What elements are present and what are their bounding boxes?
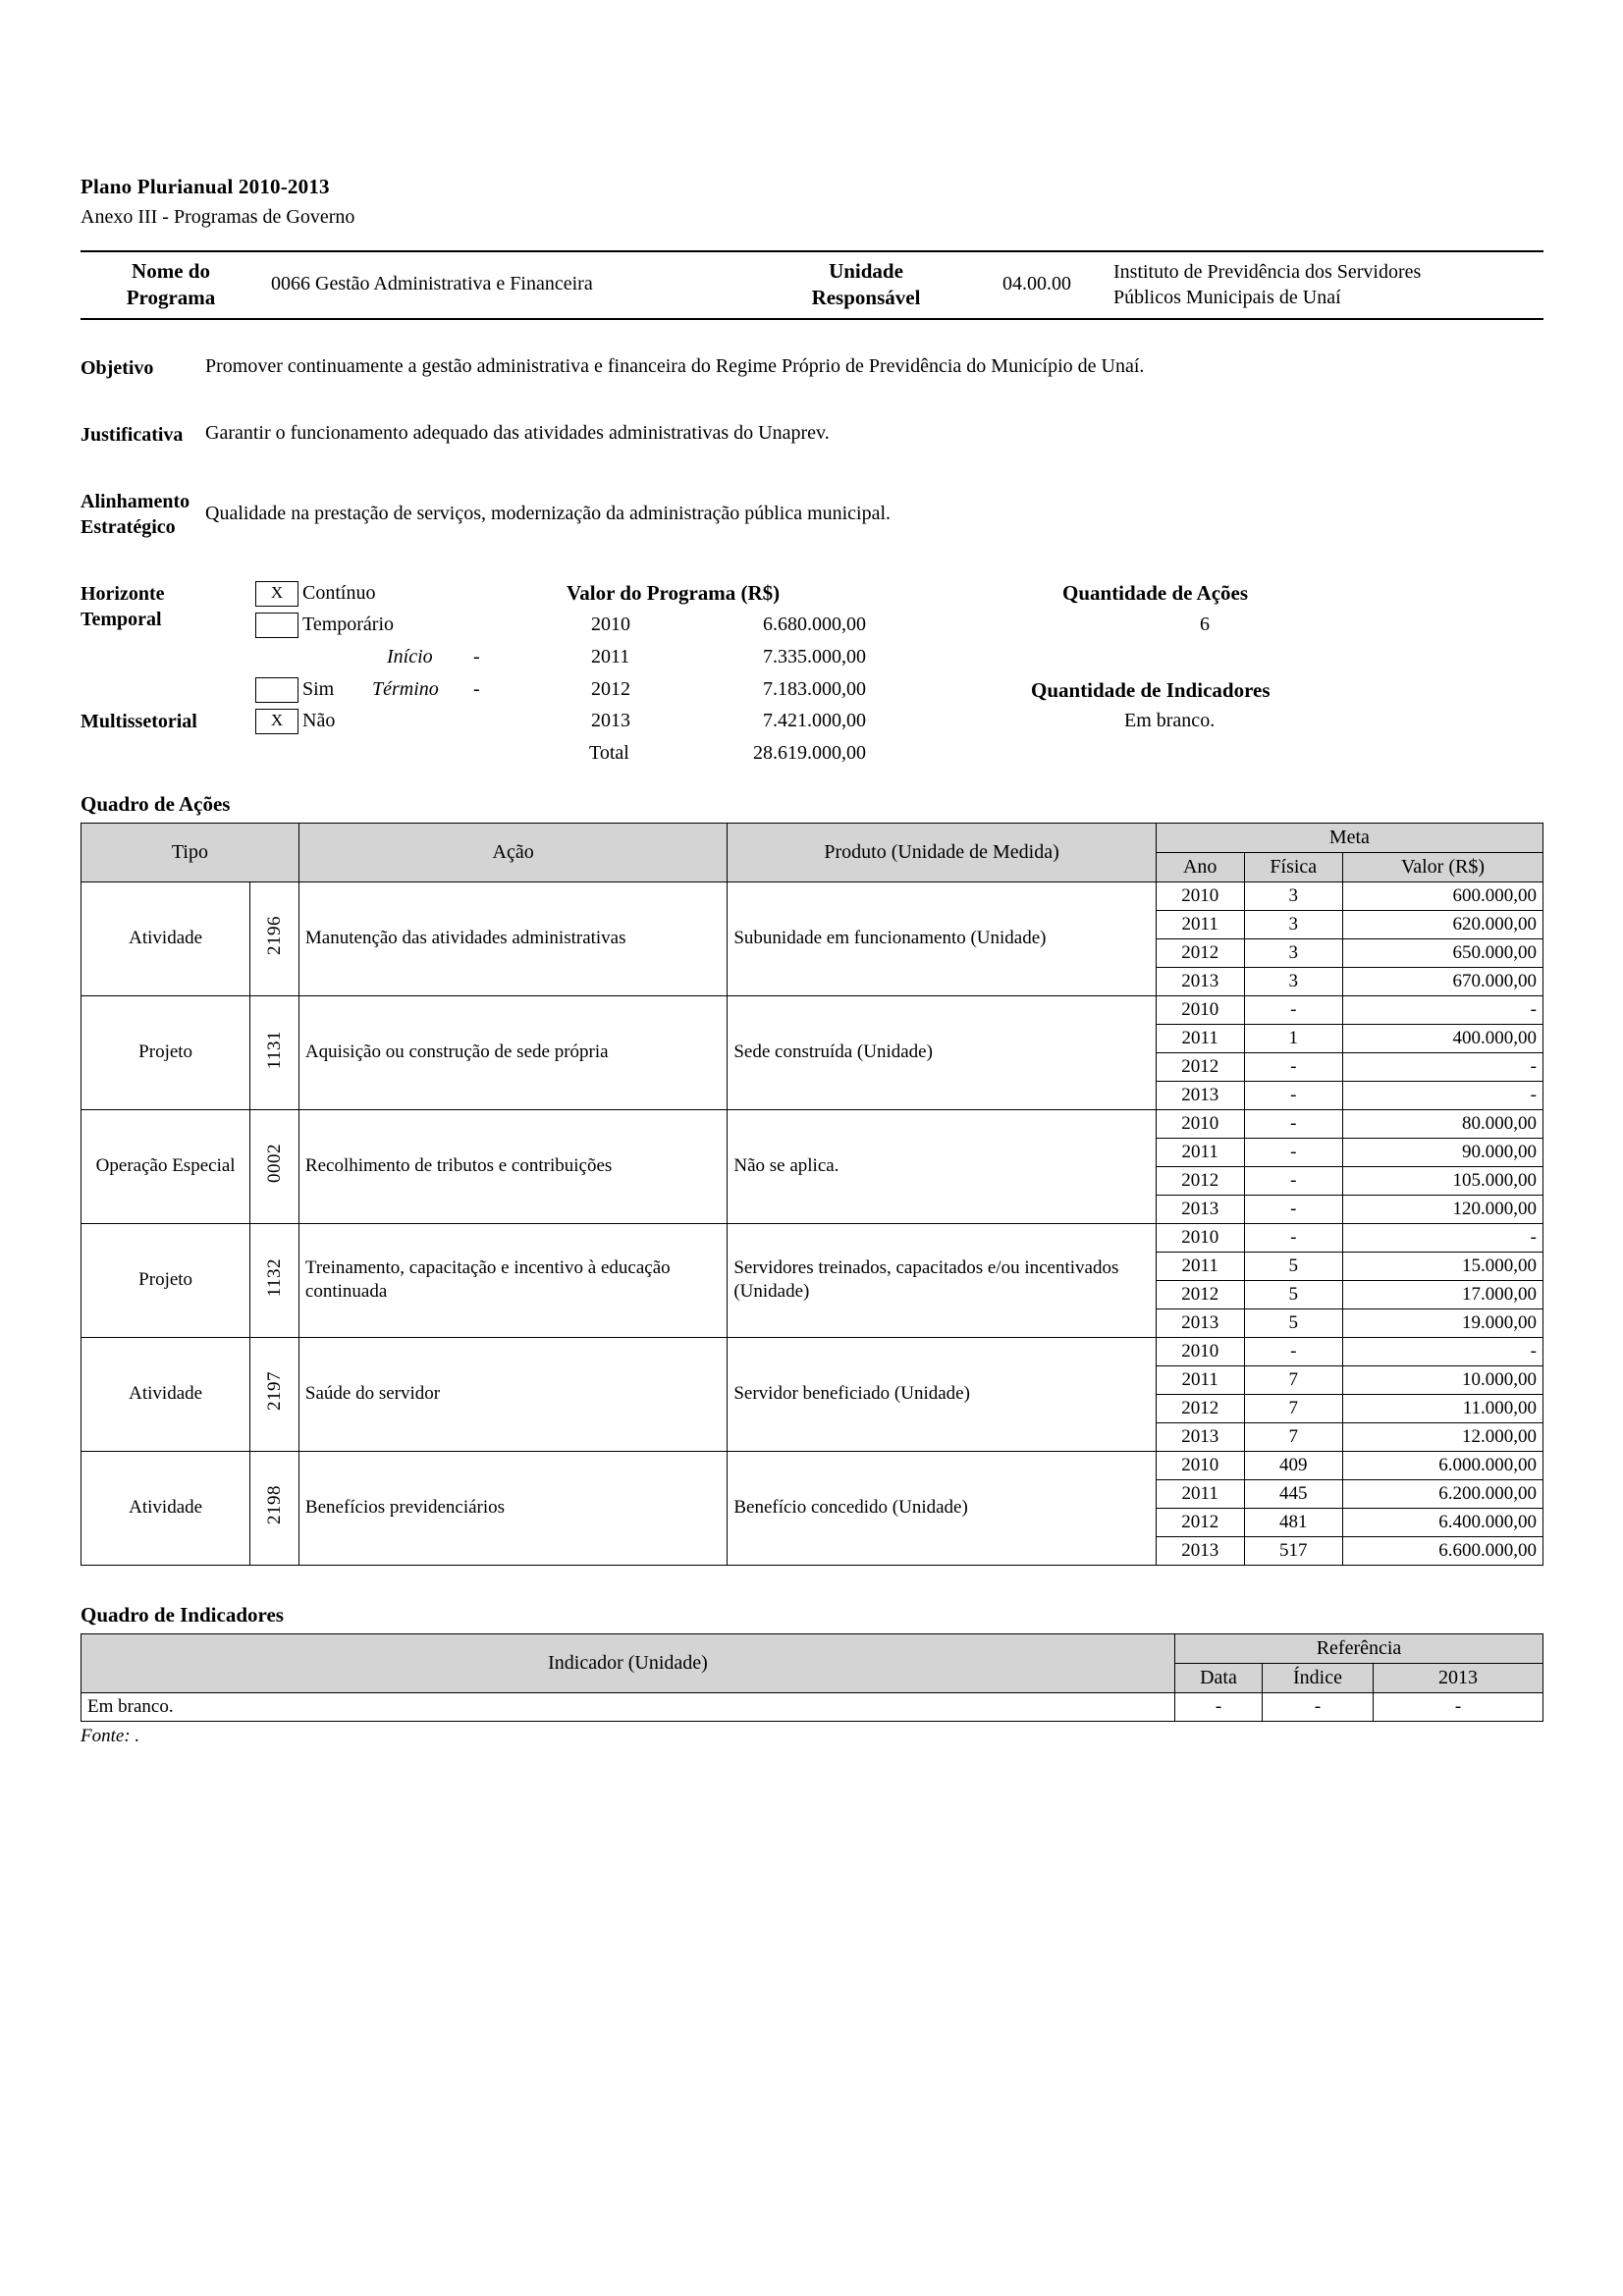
cell-codigo-text: 2197 — [263, 1371, 285, 1412]
objective-label: Objetivo — [81, 356, 154, 379]
cell-codigo — [250, 1451, 299, 1565]
cell-fisica: 7 — [1244, 1365, 1342, 1394]
cell-tipo: Projeto — [81, 995, 250, 1109]
checkbox-nao[interactable] — [255, 709, 298, 734]
cell-valor: 620.000,00 — [1342, 910, 1542, 938]
table-row — [81, 1337, 1543, 1365]
start-value: - — [473, 645, 480, 667]
cell-valor: 6.000.000,00 — [1342, 1451, 1542, 1479]
source-note: Fonte: . — [81, 1725, 140, 1746]
checkbox-temporario[interactable] — [255, 613, 298, 638]
cell-produto: Subunidade em funcionamento (Unidade) — [728, 881, 1156, 995]
program-name-value: 0066 Gestão Administrativa e Financeira — [271, 273, 593, 295]
header-referencia: Referência — [1175, 1633, 1543, 1663]
cell-tipo: Operação Especial — [81, 1109, 250, 1223]
program-value-amount-3: 7.421.000,00 — [763, 709, 866, 731]
cell-fisica: 5 — [1244, 1252, 1342, 1280]
cell-codigo-text: 2198 — [263, 1485, 285, 1525]
indicators-header-row-1 — [81, 1633, 1543, 1663]
cell-fisica: 3 — [1244, 967, 1342, 995]
cell-fisica: - — [1244, 1081, 1342, 1109]
cell-fisica: - — [1244, 1052, 1342, 1081]
cell-fisica: 3 — [1244, 881, 1342, 910]
cell-fisica: - — [1244, 1223, 1342, 1252]
organization-line1: Instituto de Previdência dos Servidores — [1113, 261, 1422, 283]
checkbox-continuo[interactable] — [255, 581, 298, 607]
cell-codigo — [250, 1109, 299, 1223]
program-value-amount-1: 7.335.000,00 — [763, 645, 866, 667]
cell-codigo-text: 1132 — [263, 1257, 285, 1297]
cell-ano: 2010 — [1156, 1109, 1244, 1138]
cell-valor: 6.400.000,00 — [1342, 1508, 1542, 1536]
cell-fisica: 517 — [1244, 1536, 1342, 1565]
header-ano-2013: 2013 — [1374, 1663, 1543, 1692]
cell-valor: 650.000,00 — [1342, 938, 1542, 967]
cell-fisica: - — [1244, 1109, 1342, 1138]
multisector-label: Multissetorial — [81, 710, 197, 732]
cell-produto: Benefício concedido (Unidade) — [728, 1451, 1156, 1565]
program-value-amount-0: 6.680.000,00 — [763, 613, 866, 635]
cell-valor: - — [1342, 995, 1542, 1024]
checkbox-nao-mark: X — [270, 710, 284, 729]
actions-count-title: Quantidade de Ações — [1062, 580, 1249, 605]
responsible-unit-label-line2: Responsável — [811, 285, 921, 309]
cell-ano: 2013 — [1156, 967, 1244, 995]
justification-row — [81, 420, 1543, 448]
indicators-section-title: Quadro de Indicadores — [81, 1602, 284, 1627]
cell-tipo: Atividade — [81, 881, 250, 995]
cell-ano: 2012 — [1156, 938, 1244, 967]
cell-valor: 600.000,00 — [1342, 881, 1542, 910]
cell-fisica: 445 — [1244, 1479, 1342, 1508]
cell-ano: 2013 — [1156, 1308, 1244, 1337]
program-value-year-1: 2011 — [591, 645, 630, 667]
table-row — [81, 1109, 1543, 1138]
cell-fisica: - — [1244, 1138, 1342, 1166]
responsible-unit-label-line1: Unidade — [829, 259, 903, 283]
cell-ano: 2011 — [1156, 1365, 1244, 1394]
cell-valor: 19.000,00 — [1342, 1308, 1542, 1337]
program-value-year-4: Total — [589, 741, 629, 764]
cell-fisica: 7 — [1244, 1394, 1342, 1422]
indicators-count-title: Quantidade de Indicadores — [1031, 677, 1271, 702]
cell-valor: 10.000,00 — [1342, 1365, 1542, 1394]
cell-codigo-text: 1131 — [263, 1030, 285, 1069]
checkbox-continuo-mark: X — [270, 582, 284, 602]
cell-valor: 105.000,00 — [1342, 1166, 1542, 1195]
program-value-amount-2: 7.183.000,00 — [763, 677, 866, 700]
cell-tipo: Atividade — [81, 1451, 250, 1565]
cell-produto: Servidor beneficiado (Unidade) — [728, 1337, 1156, 1451]
cell-produto: Servidores treinados, capacitados e/ou incentivados (Unidade) — [728, 1223, 1156, 1337]
page-title: Plano Plurianual 2010-2013 — [81, 175, 330, 198]
cell-ano: 2012 — [1156, 1508, 1244, 1536]
cell-ano: 2011 — [1156, 1252, 1244, 1280]
cell-valor: 12.000,00 — [1342, 1422, 1542, 1451]
header-data: Data — [1175, 1663, 1263, 1692]
cell-acao: Saúde do servidor — [298, 1337, 727, 1451]
cell-ano: 2012 — [1156, 1166, 1244, 1195]
actions-table-body — [81, 881, 1543, 1565]
header-ano: Ano — [1156, 852, 1244, 881]
cell-valor: 670.000,00 — [1342, 967, 1542, 995]
table-row — [81, 1451, 1543, 1479]
cell-valor: 17.000,00 — [1342, 1280, 1542, 1308]
header-fisica: Física — [1244, 852, 1342, 881]
cell-valor: 6.200.000,00 — [1342, 1479, 1542, 1508]
cell-valor: - — [1342, 1223, 1542, 1252]
objective-row — [81, 353, 1543, 381]
cell-acao: Manutenção das atividades administrativas — [298, 881, 727, 995]
cell-fisica: 5 — [1244, 1308, 1342, 1337]
cell-ano: 2011 — [1156, 1138, 1244, 1166]
cell-codigo — [250, 1223, 299, 1337]
cell-indice: - — [1263, 1692, 1374, 1721]
header-acao: Ação — [298, 823, 727, 881]
cell-ano: 2012 — [1156, 1394, 1244, 1422]
cell-ano: 2011 — [1156, 1479, 1244, 1508]
cell-fisica: - — [1244, 1337, 1342, 1365]
cell-data: - — [1175, 1692, 1263, 1721]
cell-tipo: Atividade — [81, 1337, 250, 1451]
program-value-title: Valor do Programa (R$) — [567, 580, 781, 605]
header-meta: Meta — [1156, 823, 1542, 852]
responsible-unit-label — [762, 258, 970, 311]
cell-produto: Não se aplica. — [728, 1109, 1156, 1223]
cell-produto: Sede construída (Unidade) — [728, 995, 1156, 1109]
organization-value — [1104, 258, 1543, 311]
actions-section-title: Quadro de Ações — [81, 791, 231, 816]
justification-value: Garantir o funcionamento adequado das atividades administrativas do Unaprev. — [205, 421, 830, 444]
cell-ano: 2013 — [1156, 1536, 1244, 1565]
organization-line2: Públicos Municipais de Unaí — [1113, 287, 1341, 308]
cell-ano: 2013 — [1156, 1422, 1244, 1451]
program-value-amount-4: 28.619.000,00 — [753, 741, 866, 764]
page-subtitle: Anexo III - Programas de Governo — [81, 206, 355, 228]
cell-fisica: 5 — [1244, 1280, 1342, 1308]
alignment-label-line2: Estratégico — [81, 515, 176, 538]
cell-ano: 2012 — [1156, 1280, 1244, 1308]
table-row — [81, 995, 1543, 1024]
header-produto: Produto (Unidade de Medida) — [728, 823, 1156, 881]
indicators-table-body — [81, 1692, 1543, 1721]
cell-valor: 15.000,00 — [1342, 1252, 1542, 1280]
cell-acao: Aquisição ou construção de sede própria — [298, 995, 727, 1109]
cell-valor: 120.000,00 — [1342, 1195, 1542, 1223]
checkbox-sim-label: Sim — [302, 677, 335, 700]
alignment-value: Qualidade na prestação de serviços, modernização da administração pública municipal. — [205, 502, 892, 524]
cell-fisica: - — [1244, 1195, 1342, 1223]
cell-ano: 2011 — [1156, 1024, 1244, 1052]
header-tipo: Tipo — [81, 823, 299, 881]
program-header — [81, 250, 1543, 320]
cell-fisica: 3 — [1244, 938, 1342, 967]
cell-ano: 2011 — [1156, 910, 1244, 938]
objective-value: Promover continuamente a gestão administrativa e financeira do Regime Próprio de Previdência do Município de Unaí. — [205, 354, 1145, 377]
actions-table — [81, 823, 1543, 1566]
program-value-year-0: 2010 — [591, 613, 630, 635]
cell-indicador: Em branco. — [81, 1692, 1175, 1721]
cell-valor: 90.000,00 — [1342, 1138, 1542, 1166]
cell-acao: Recolhimento de tributos e contribuições — [298, 1109, 727, 1223]
cell-valor: 80.000,00 — [1342, 1109, 1542, 1138]
alignment-row — [81, 487, 1543, 540]
cell-ano: 2010 — [1156, 1337, 1244, 1365]
end-label: Término — [372, 677, 439, 700]
cell-valor: 11.000,00 — [1342, 1394, 1542, 1422]
program-name-label — [81, 258, 261, 311]
cell-fisica: 3 — [1244, 910, 1342, 938]
document-content — [81, 175, 1543, 1747]
cell-fisica: 481 — [1244, 1508, 1342, 1536]
time-horizon-label-line1: Horizonte — [81, 582, 165, 605]
cell-ano: 2010 — [1156, 881, 1244, 910]
alignment-label-line1: Alinhamento — [81, 490, 190, 512]
cell-codigo — [250, 995, 299, 1109]
program-value-year-2: 2012 — [591, 677, 630, 700]
actions-table-header-row-1 — [81, 823, 1543, 852]
actions-count-value: 6 — [1200, 613, 1210, 635]
unit-code-value: 04.00.00 — [1002, 273, 1071, 295]
alignment-label — [81, 487, 205, 540]
cell-ano: 2010 — [1156, 1451, 1244, 1479]
start-label: Início — [387, 645, 433, 667]
cell-fisica: 1 — [1244, 1024, 1342, 1052]
cell-ano: 2013 — [1156, 1081, 1244, 1109]
program-name-label-line1: Nome do — [132, 259, 210, 283]
time-horizon-label — [81, 581, 165, 632]
checkbox-temporario-label: Temporário — [302, 613, 395, 635]
cell-ano: 2010 — [1156, 995, 1244, 1024]
cell-acao: Treinamento, capacitação e incentivo à educação continuada — [298, 1223, 727, 1337]
cell-codigo — [250, 881, 299, 995]
cell-ano: 2010 — [1156, 1223, 1244, 1252]
cell-valor: 400.000,00 — [1342, 1024, 1542, 1052]
program-value-year-3: 2013 — [591, 709, 630, 731]
program-name-label-line2: Programa — [126, 285, 216, 309]
table-row — [81, 1223, 1543, 1252]
cell-valor: 6.600.000,00 — [1342, 1536, 1542, 1565]
header-indice: Índice — [1263, 1663, 1374, 1692]
cell-valor: - — [1342, 1081, 1542, 1109]
cell-fisica: - — [1244, 1166, 1342, 1195]
cell-fisica: 409 — [1244, 1451, 1342, 1479]
time-horizon-block — [81, 580, 1543, 764]
cell-codigo-text: 2196 — [263, 916, 285, 956]
cell-ano: 2013 — [1156, 1195, 1244, 1223]
justification-label: Justificativa — [81, 423, 184, 446]
cell-valor: - — [1342, 1052, 1542, 1081]
cell-codigo-text: 0002 — [263, 1144, 285, 1184]
checkbox-continuo-label: Contínuo — [302, 581, 376, 604]
cell-valor: - — [1342, 1337, 1542, 1365]
time-horizon-label-line2: Temporal — [81, 608, 162, 630]
cell-fisica: 7 — [1244, 1422, 1342, 1451]
checkbox-nao-label: Não — [302, 709, 336, 731]
indicators-table — [81, 1633, 1543, 1722]
cell-codigo — [250, 1337, 299, 1451]
cell-ano: - — [1374, 1692, 1543, 1721]
cell-fisica: - — [1244, 995, 1342, 1024]
header-indicador: Indicador (Unidade) — [81, 1633, 1175, 1692]
cell-ano: 2012 — [1156, 1052, 1244, 1081]
end-value: - — [473, 677, 480, 700]
cell-tipo: Projeto — [81, 1223, 250, 1337]
indicators-count-value: Em branco. — [1124, 709, 1216, 731]
cell-acao: Benefícios previdenciários — [298, 1451, 727, 1565]
header-valor: Valor (R$) — [1342, 852, 1542, 881]
table-row — [81, 1692, 1543, 1721]
table-row — [81, 881, 1543, 910]
checkbox-sim[interactable] — [255, 677, 298, 703]
